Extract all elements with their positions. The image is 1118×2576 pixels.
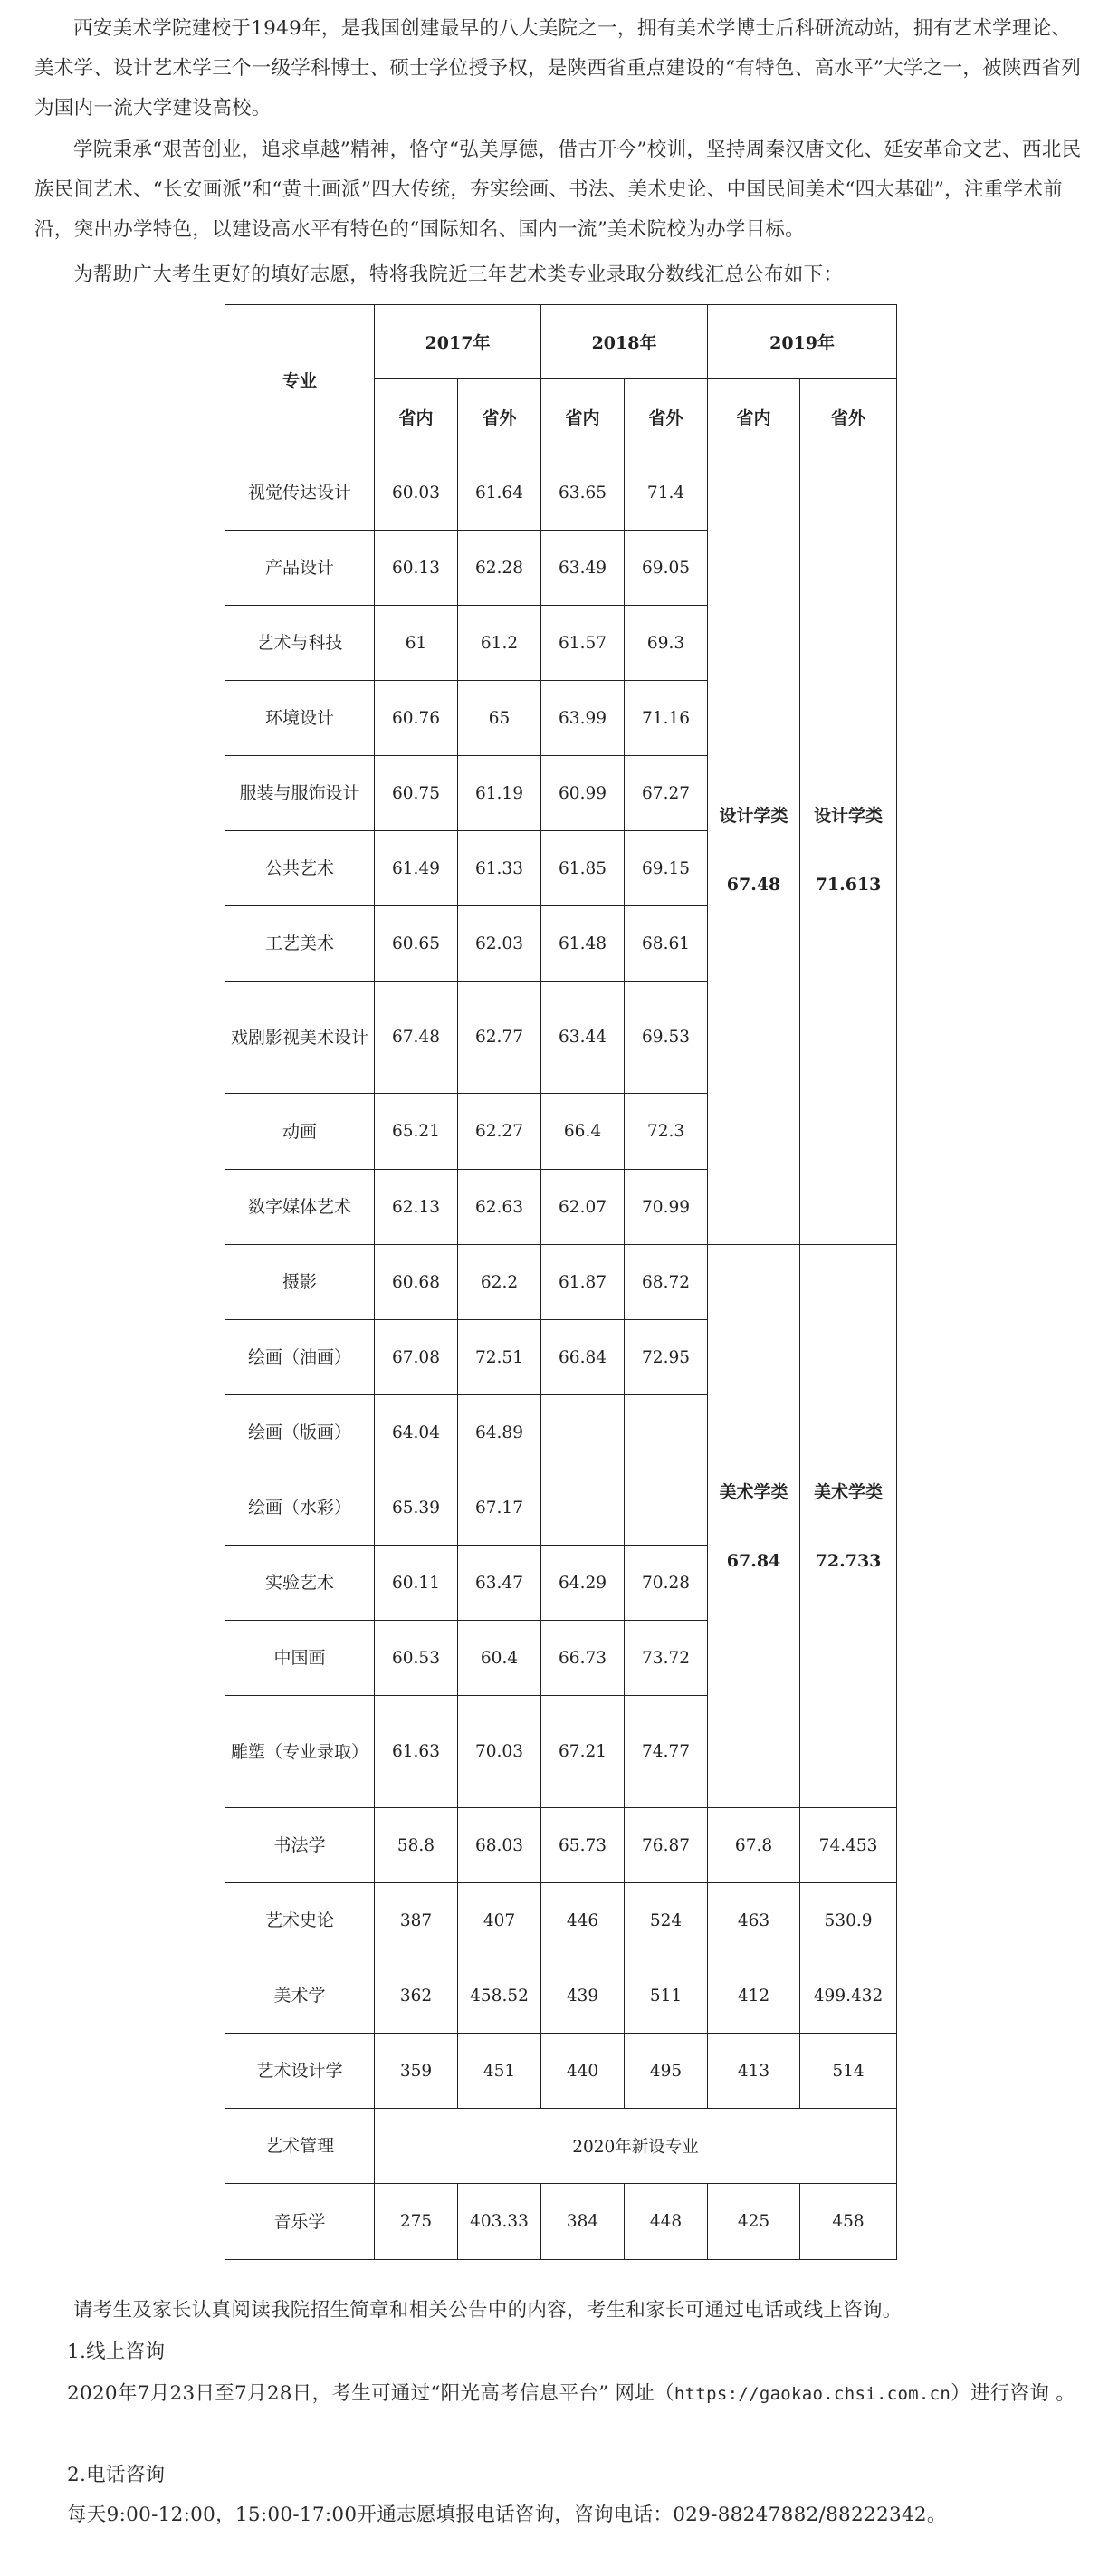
score-2018-out: 68.61 — [625, 906, 708, 982]
score-2017-out: 458.52 — [458, 1958, 541, 2034]
header-2018-out: 省外 — [625, 379, 708, 455]
score-2017-out: 62.77 — [458, 982, 541, 1094]
online-consult-text — [34, 2374, 1094, 2414]
score-2017-out: 67.17 — [458, 1470, 541, 1546]
score-2017-out: 62.28 — [458, 531, 541, 606]
table-row — [225, 2034, 897, 2109]
header-2018-in: 省内 — [541, 379, 625, 455]
score-2017-in: 60.65 — [375, 906, 458, 982]
art-2019-out-score: 72.733 — [815, 1550, 882, 1571]
major-name: 中国画 — [225, 1621, 375, 1696]
header-2019: 2019年 — [708, 305, 897, 379]
score-2018-out: 448 — [625, 2184, 708, 2260]
table-header-row-years — [225, 305, 897, 379]
online-consult-heading: 1.线上咨询 — [67, 2341, 166, 2363]
design-2019-in — [708, 455, 800, 1245]
score-2017-in: 362 — [375, 1958, 458, 2034]
score-2018-in: 62.07 — [541, 1170, 625, 1245]
intro-paragraph-3: 为帮助广大考生更好的填好志愿，特将我院近三年艺术类专业录取分数线汇总公布如下： — [73, 263, 844, 286]
score-2019-out: 499.432 — [800, 1958, 897, 2034]
score-2018-in: 63.65 — [541, 455, 625, 531]
admission-score-table — [225, 304, 897, 2260]
score-2018-in: 64.29 — [541, 1546, 625, 1621]
header-2017-in: 省内 — [375, 379, 458, 455]
major-name: 实验艺术 — [225, 1546, 375, 1621]
consult-notice: 请考生及家长认真阅读我院招生简章和相关公告中的内容，考生和家长可通过电话或线上咨询。 — [73, 2299, 903, 2322]
score-2017-in: 60.53 — [375, 1621, 458, 1696]
score-2018-out: 68.72 — [625, 1245, 708, 1320]
score-2017-in: 387 — [375, 1883, 458, 1958]
score-2017-in: 67.48 — [375, 982, 458, 1094]
score-2018-in — [541, 1395, 625, 1470]
score-2017-in: 60.13 — [375, 531, 458, 606]
score-2017-in: 65.39 — [375, 1470, 458, 1546]
score-2018-in: 384 — [541, 2184, 625, 2260]
score-2017-out: 70.03 — [458, 1696, 541, 1808]
design-category-label: 设计学类 — [814, 805, 884, 826]
intro-paragraph-2: 学院秉承“艰苦创业，追求卓越”精神，恪守“弘美厚德，借古开今”校训，坚持周秦汉唐文化、延安革命文艺、西北民族民间艺术、“长安画派”和“黄土画派”四大传统，夯实绘画、书法、美术史论、中国民间美术“四大基础”，注重学术前沿，突出办学特色，以建设高水平有特色的“国际知名、国内一流”美术院校为办学目标。 — [34, 139, 1082, 241]
score-2017-out: 62.2 — [458, 1245, 541, 1320]
score-2017-in: 61.49 — [375, 831, 458, 906]
online-consult-text-pre: 2020年7月23日至7月28日，考生可通过“阳光高考信息平台” 网址（ — [67, 2382, 674, 2405]
design-2019-out — [800, 455, 897, 1245]
score-2017-in: 61.63 — [375, 1696, 458, 1808]
score-2017-in: 65.21 — [375, 1094, 458, 1170]
score-2018-in: 65.73 — [541, 1808, 625, 1883]
score-2017-out: 62.03 — [458, 906, 541, 982]
score-2017-out: 61.64 — [458, 455, 541, 531]
major-name: 产品设计 — [225, 531, 375, 606]
major-name: 公共艺术 — [225, 831, 375, 906]
score-2018-out: 72.3 — [625, 1094, 708, 1170]
art-2019-in-score: 67.84 — [726, 1550, 781, 1571]
art-category-label: 美术学类 — [719, 1481, 788, 1502]
score-2017-in: 60.75 — [375, 756, 458, 831]
major-name: 戏剧影视美术设计 — [225, 982, 375, 1094]
phone-consult-heading: 2.电话咨询 — [67, 2464, 166, 2486]
header-2019-out: 省外 — [800, 379, 897, 455]
score-2018-out: 70.99 — [625, 1170, 708, 1245]
score-2017-in: 359 — [375, 2034, 458, 2109]
score-2017-out: 407 — [458, 1883, 541, 1958]
phone-consult-text: 每天9:00-12:00，15:00-17:00开通志愿填报电话咨询，咨询电话：029-88247882/88222342。 — [67, 2504, 947, 2526]
score-2019-in: 413 — [708, 2034, 800, 2109]
art-category-label: 美术学类 — [814, 1481, 884, 1502]
table-row — [225, 1808, 897, 1883]
header-2019-in: 省内 — [708, 379, 800, 455]
major-name: 动画 — [225, 1094, 375, 1170]
major-name: 服装与服饰设计 — [225, 756, 375, 831]
score-2018-out — [625, 1395, 708, 1470]
score-2018-in: 440 — [541, 2034, 625, 2109]
major-name: 美术学 — [225, 1958, 375, 2034]
major-name: 视觉传达设计 — [225, 455, 375, 531]
score-2018-out: 72.95 — [625, 1320, 708, 1395]
score-2018-out: 70.28 — [625, 1546, 708, 1621]
score-2018-in: 67.21 — [541, 1696, 625, 1808]
major-name: 雕塑（专业录取） — [225, 1696, 375, 1808]
score-2017-in: 58.8 — [375, 1808, 458, 1883]
score-2018-out: 69.53 — [625, 982, 708, 1094]
art-2019-in — [708, 1245, 800, 1808]
score-2017-out: 65 — [458, 681, 541, 756]
new-major-note: 2020年新设专业 — [375, 2109, 897, 2184]
score-2017-in: 275 — [375, 2184, 458, 2260]
score-2017-out: 63.47 — [458, 1546, 541, 1621]
score-2018-in: 63.99 — [541, 681, 625, 756]
score-2017-out: 60.4 — [458, 1621, 541, 1696]
table-row — [225, 1883, 897, 1958]
score-2019-out: 458 — [800, 2184, 897, 2260]
header-major: 专业 — [225, 305, 375, 455]
intro-paragraph-1: 西安美术学院建校于1949年，是我国创建最早的八大美院之一，拥有美术学博士后科研流动站，拥有艺术学理论、美术学、设计艺术学三个一级学科博士、硕士学位授予权，是陕西省重点建设的“有特色、高水平”大学之一，被陕西省列为国内一流大学建设高校。 — [34, 17, 1082, 120]
score-2018-out — [625, 1470, 708, 1546]
score-2017-in: 60.11 — [375, 1546, 458, 1621]
score-2018-in: 66.4 — [541, 1094, 625, 1170]
score-2017-out: 451 — [458, 2034, 541, 2109]
score-2017-out: 403.33 — [458, 2184, 541, 2260]
major-name: 艺术与科技 — [225, 606, 375, 681]
score-2018-in: 63.49 — [541, 531, 625, 606]
score-2018-in: 60.99 — [541, 756, 625, 831]
score-2018-out: 74.77 — [625, 1696, 708, 1808]
major-name: 工艺美术 — [225, 906, 375, 982]
major-name: 艺术设计学 — [225, 2034, 375, 2109]
score-2019-in: 463 — [708, 1883, 800, 1958]
score-2017-out: 61.33 — [458, 831, 541, 906]
major-name: 绘画（版画） — [225, 1395, 375, 1470]
score-2018-out: 511 — [625, 1958, 708, 2034]
score-2017-in: 60.68 — [375, 1245, 458, 1320]
table-row — [225, 2184, 897, 2260]
score-2018-in: 61.48 — [541, 906, 625, 982]
major-name: 音乐学 — [225, 2184, 375, 2260]
online-consult-text-post: ）进行咨询 。 — [951, 2382, 1076, 2405]
score-2017-out: 61.19 — [458, 756, 541, 831]
score-2018-in — [541, 1470, 625, 1546]
major-name: 绘画（油画） — [225, 1320, 375, 1395]
major-name: 艺术史论 — [225, 1883, 375, 1958]
score-2018-out: 76.87 — [625, 1808, 708, 1883]
score-2017-in: 64.04 — [375, 1395, 458, 1470]
score-2018-in: 63.44 — [541, 982, 625, 1094]
header-2017-out: 省外 — [458, 379, 541, 455]
score-2018-out: 71.16 — [625, 681, 708, 756]
major-name: 艺术管理 — [225, 2109, 375, 2184]
major-name: 摄影 — [225, 1245, 375, 1320]
score-2018-out: 69.15 — [625, 831, 708, 906]
score-2017-in: 60.03 — [375, 455, 458, 531]
table-row — [225, 455, 897, 531]
score-2017-out: 64.89 — [458, 1395, 541, 1470]
major-name: 环境设计 — [225, 681, 375, 756]
score-2017-out: 62.27 — [458, 1094, 541, 1170]
score-2019-in: 67.8 — [708, 1808, 800, 1883]
score-2019-in: 412 — [708, 1958, 800, 2034]
score-2018-out: 69.3 — [625, 606, 708, 681]
score-2017-out: 62.63 — [458, 1170, 541, 1245]
table-row — [225, 1245, 897, 1320]
header-2018: 2018年 — [541, 305, 708, 379]
score-2018-in: 61.85 — [541, 831, 625, 906]
art-2019-out — [800, 1245, 897, 1808]
score-2019-out: 514 — [800, 2034, 897, 2109]
score-2018-in: 66.73 — [541, 1621, 625, 1696]
score-2017-out: 68.03 — [458, 1808, 541, 1883]
table-row — [225, 2109, 897, 2184]
score-2018-in: 446 — [541, 1883, 625, 1958]
score-2018-out: 69.05 — [625, 531, 708, 606]
major-name: 数字媒体艺术 — [225, 1170, 375, 1245]
gaokao-url-link[interactable]: https://gaokao.chsi.com.cn — [674, 2384, 951, 2404]
score-2019-out: 74.453 — [800, 1808, 897, 1883]
score-2017-in: 67.08 — [375, 1320, 458, 1395]
score-2018-out: 73.72 — [625, 1621, 708, 1696]
score-2017-in: 60.76 — [375, 681, 458, 756]
design-2019-in-score: 67.48 — [726, 874, 781, 895]
score-2018-in: 439 — [541, 1958, 625, 2034]
design-category-label: 设计学类 — [719, 805, 788, 826]
score-2018-in: 61.87 — [541, 1245, 625, 1320]
score-2017-in: 61 — [375, 606, 458, 681]
score-2018-out: 71.4 — [625, 455, 708, 531]
score-2017-in: 62.13 — [375, 1170, 458, 1245]
score-2018-in: 66.84 — [541, 1320, 625, 1395]
header-2017: 2017年 — [375, 305, 541, 379]
table-row — [225, 1958, 897, 2034]
major-name: 书法学 — [225, 1808, 375, 1883]
score-2018-out: 495 — [625, 2034, 708, 2109]
score-2019-out: 530.9 — [800, 1883, 897, 1958]
major-name: 绘画（水彩） — [225, 1470, 375, 1546]
score-2019-in: 425 — [708, 2184, 800, 2260]
design-2019-out-score: 71.613 — [815, 874, 882, 895]
score-2017-out: 72.51 — [458, 1320, 541, 1395]
score-2018-out: 67.27 — [625, 756, 708, 831]
score-2018-in: 61.57 — [541, 606, 625, 681]
score-2017-out: 61.2 — [458, 606, 541, 681]
score-2018-out: 524 — [625, 1883, 708, 1958]
